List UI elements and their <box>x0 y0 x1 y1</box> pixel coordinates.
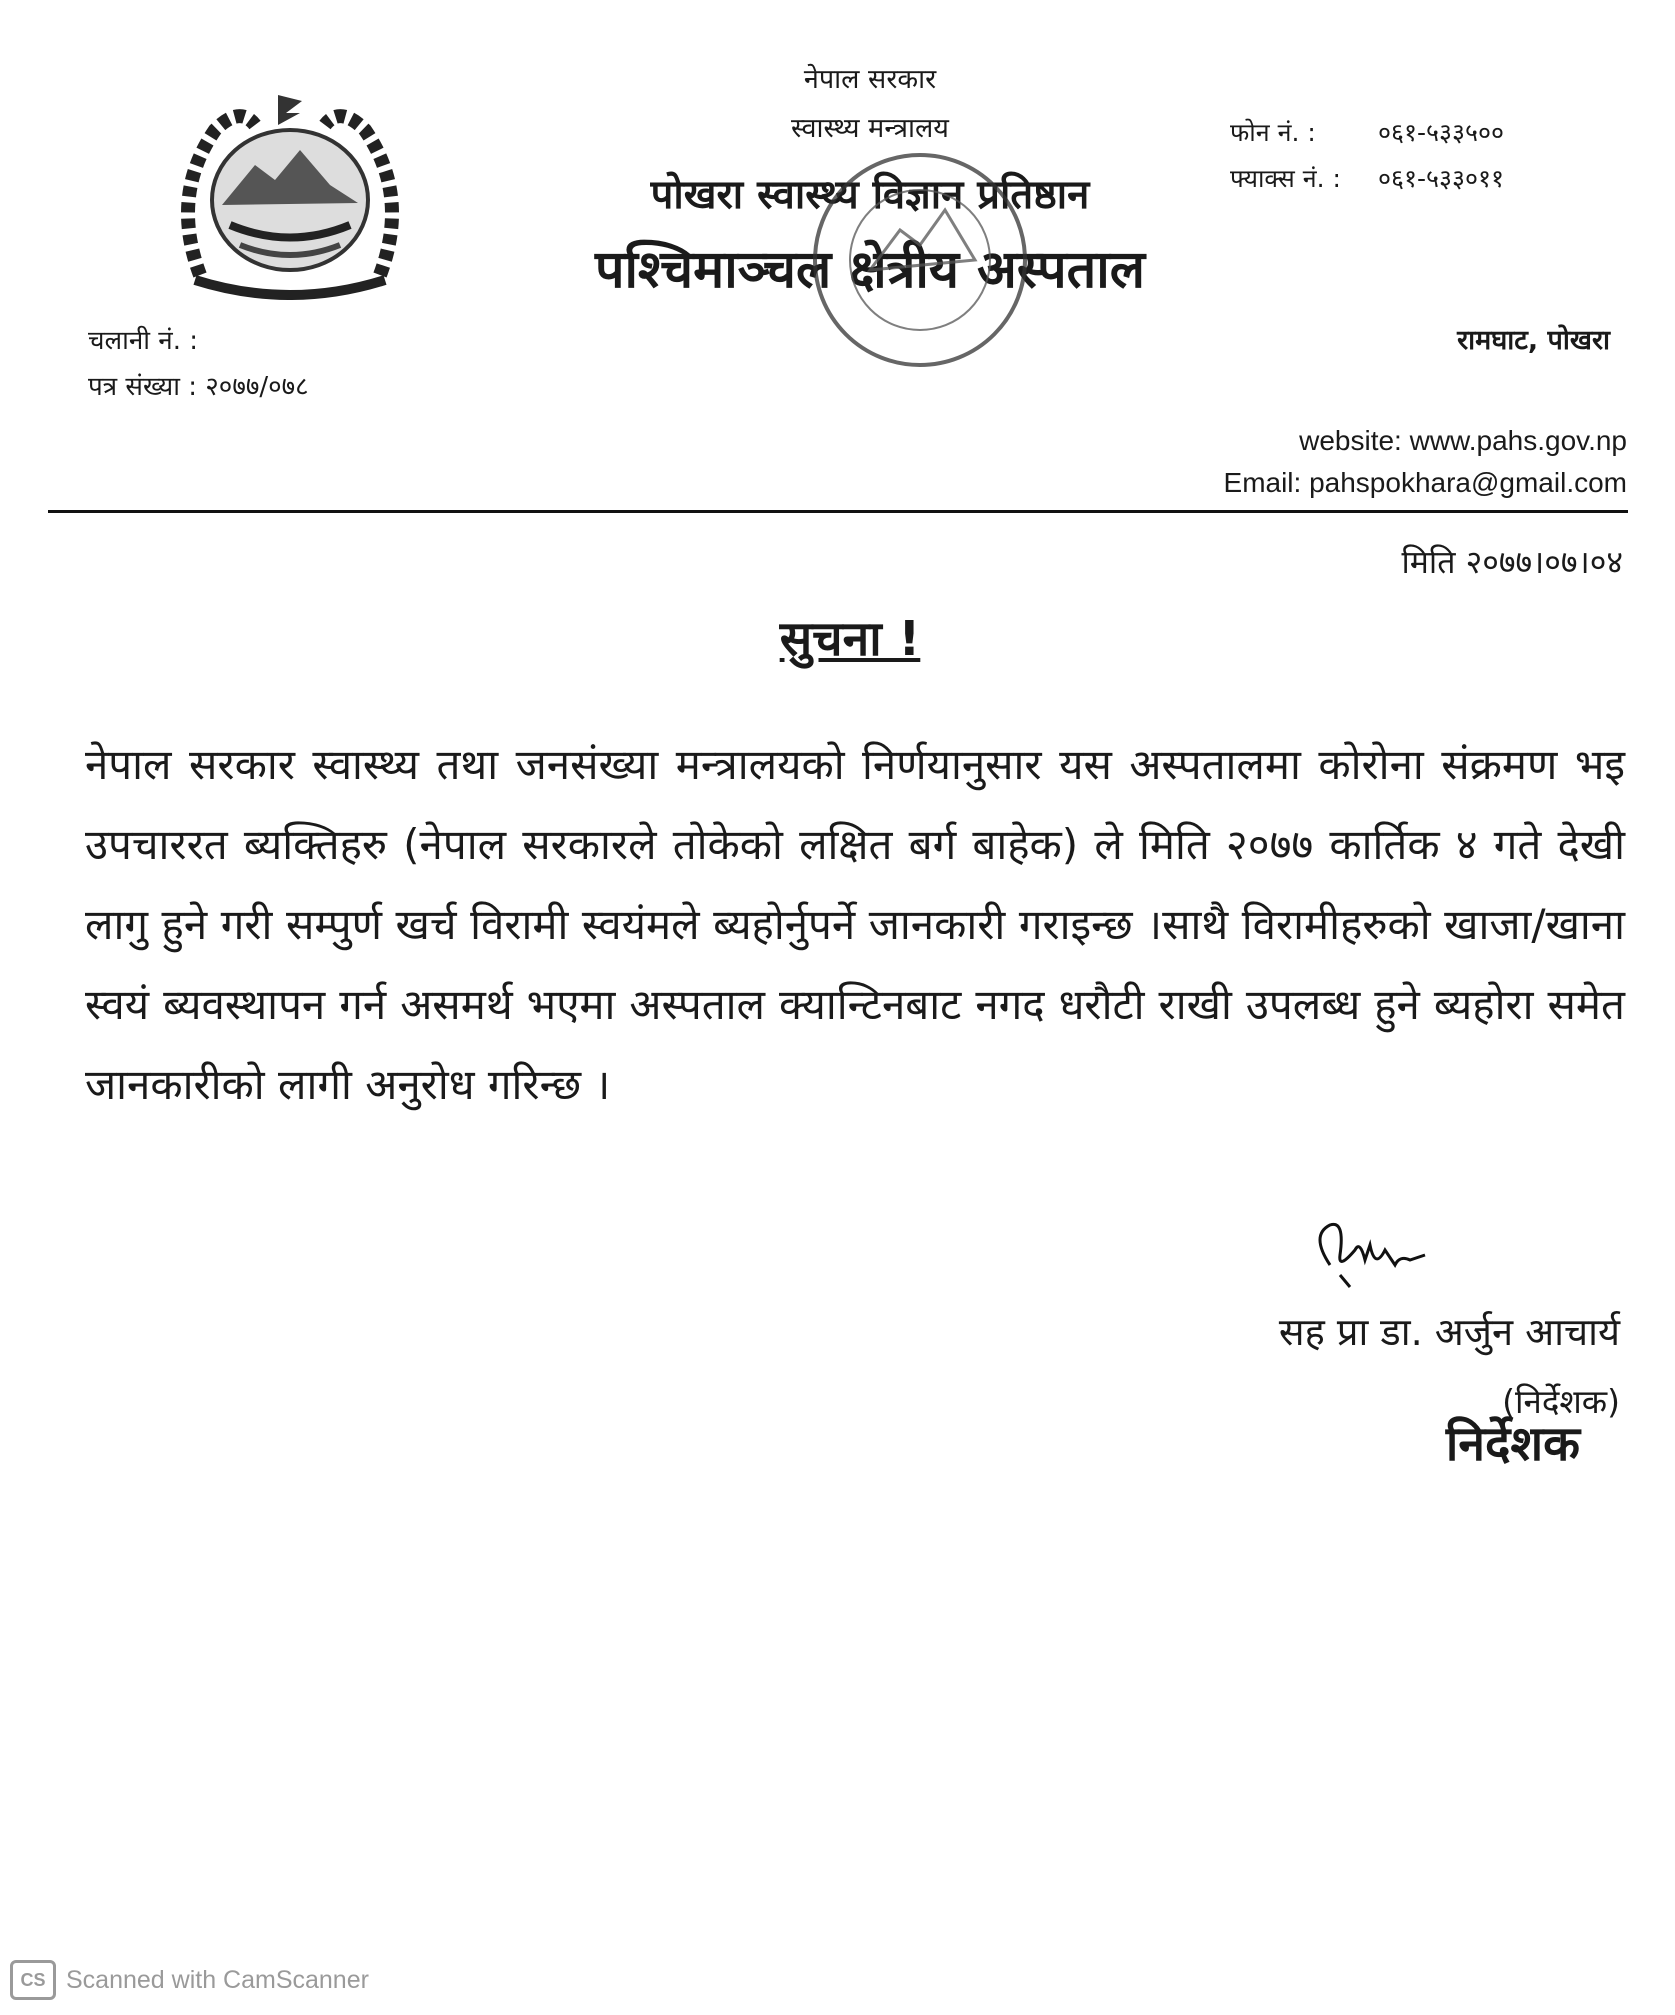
email-text: Email: pahspokhara@gmail.com <box>1223 467 1627 498</box>
patra-label: पत्र संख्या : <box>88 372 198 402</box>
phone-row <box>1230 110 1630 156</box>
ministry-name: स्वास्थ्य मन्त्रालय <box>791 113 949 144</box>
signature-icon <box>1300 1215 1480 1295</box>
office-seal-icon <box>800 110 1040 390</box>
fax-row <box>1230 156 1630 202</box>
government-name: नेपाल सरकार <box>803 64 937 95</box>
phone-number: ०६१-५३३५०० <box>1377 118 1504 147</box>
patra-value: २०७७/०७८ <box>205 372 309 402</box>
header-divider <box>48 510 1628 513</box>
hospital-name: पश्चिमाञ्चल क्षेत्रीय अस्पताल <box>595 240 1145 300</box>
scanner-watermark <box>10 1960 369 2000</box>
signer-role-stamp: (निर्देशक) <box>1502 1382 1620 1421</box>
signer-name: सह प्रा डा. अर्जुन आचार्य <box>1278 1310 1620 1354</box>
notice-title: सुचना ! <box>779 611 921 667</box>
signer-role: निर्देशक <box>1445 1416 1580 1472</box>
phone-label: फोन नं. : <box>1230 118 1316 147</box>
watermark-text: Scanned with CamScanner <box>66 1965 369 1994</box>
notice-date: मिति २०७७।०७।०४ <box>1401 543 1623 581</box>
nepal-emblem-icon <box>160 85 420 300</box>
institution-name: पोखरा स्वास्थ्य विज्ञान प्रतिष्ठान <box>650 172 1090 218</box>
location-text: रामघाट, पोखरा <box>1457 325 1610 356</box>
fax-label: फ्याक्स नं. : <box>1230 164 1341 193</box>
reference-block <box>88 318 309 410</box>
camscanner-logo-icon: CS <box>10 1960 56 2000</box>
web-contact <box>1224 420 1627 504</box>
website-text: website: www.pahs.gov.np <box>1299 425 1627 456</box>
contact-block <box>1230 110 1630 202</box>
notice-body: नेपाल सरकार स्वास्थ्य तथा जनसंख्या मन्त्रालयको निर्णयानुसार यस अस्पतालमा कोरोना संक्रमण भइ उपचाररत ब्यक्तिहरु (नेपाल सरकारले तोकेको लक्षित बर्ग बाहेक) ले मिति २०७७ कार्तिक ४ गते देखी लागु हुने गरी सम्पुर्ण खर्च विरामी स्वयंमले ब्यहोर्नुपर्ने जानकारी गराइन्छ ।साथै विरामीहरुको खाजा/खाना स्वयं ब्यवस्थापन गर्न असमर्थ भएमा अस्पताल क्यान्टिनबाट नगद धरौटी राखी उपलब्ध हुने ब्यहोरा समेत जानकारीको लागी अनुरोध गरिन्छ । <box>85 740 1625 1109</box>
chalani-label: चलानी नं. : <box>88 326 199 356</box>
patra-row <box>88 364 309 410</box>
fax-number: ०६१-५३३०११ <box>1377 164 1504 193</box>
